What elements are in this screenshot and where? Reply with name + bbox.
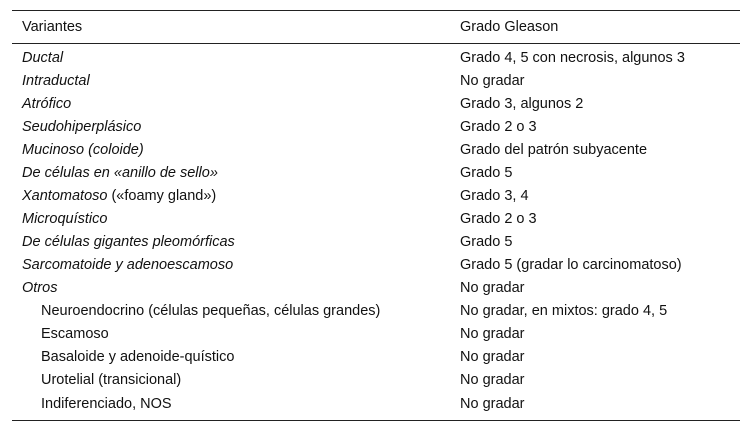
grade-cell: No gradar: [460, 279, 525, 296]
variant-cell: Indiferenciado, NOS: [41, 396, 172, 412]
gleason-variants-table: [12, 10, 740, 421]
table-row-subitem: [12, 345, 740, 368]
header-row: [12, 11, 740, 44]
table-row: [12, 115, 740, 138]
table-row: [12, 253, 740, 276]
table-row: [12, 276, 740, 299]
grade-cell: No gradar: [460, 396, 525, 412]
grade-cell: No gradar: [460, 371, 525, 388]
table-row: [12, 69, 740, 92]
variant-cell: Seudohiperplásico: [22, 118, 142, 135]
grade-cell: Grado del patrón subyacente: [460, 141, 648, 158]
variant-cell: Microquístico: [22, 210, 108, 227]
grade-cell: No gradar: [460, 72, 525, 89]
grade-cell: Grado 5: [460, 233, 513, 250]
variant-cell: Escamoso: [41, 325, 109, 342]
variant-cell: [12, 184, 450, 207]
table-row: [12, 138, 740, 161]
variant-cell: Otros: [22, 279, 58, 296]
table-row-subitem: [12, 368, 740, 391]
grade-cell: No gradar: [460, 348, 525, 365]
variant-cell: Intraductal: [22, 72, 90, 89]
gleason-variants-table-container: [12, 10, 740, 421]
table-row: [12, 161, 740, 184]
variant-cell: Sarcomatoide y adenoescamoso: [22, 256, 234, 273]
grade-cell: Grado 4, 5 con necrosis, algunos 3: [460, 49, 685, 66]
variant-cell: Basaloide y adenoide-quístico: [41, 348, 235, 365]
table-row: [12, 230, 740, 253]
grade-cell: Grado 3, algunos 2: [460, 95, 584, 112]
variant-cell: De células gigantes pleomórficas: [22, 233, 235, 250]
variant-cell: Urotelial (transicional): [41, 371, 182, 388]
header-grado-gleason: Grado Gleason: [460, 19, 559, 35]
grade-cell: No gradar: [460, 325, 525, 342]
table-row: [12, 207, 740, 230]
variant-cell: Ductal: [22, 49, 64, 66]
table-row: [12, 92, 740, 115]
variant-cell: Mucinoso (coloide): [22, 141, 144, 158]
table-row: [12, 184, 740, 207]
variant-italic-part: Xantomatoso: [22, 187, 108, 204]
table-body: [12, 44, 740, 421]
table-row-subitem: [12, 299, 740, 322]
variant-regular-part: («foamy gland»): [107, 187, 217, 204]
grade-cell: No gradar, en mixtos: grado 4, 5: [460, 302, 668, 319]
table-header: [12, 11, 740, 44]
grade-cell: Grado 3, 4: [460, 187, 529, 204]
grade-cell: Grado 5: [460, 164, 513, 181]
grade-cell: Grado 2 o 3: [460, 210, 537, 227]
grade-cell: Grado 2 o 3: [460, 118, 537, 135]
variant-cell: De células en «anillo de sello»: [22, 164, 218, 181]
variant-cell: Atrófico: [22, 95, 72, 112]
header-variantes: Variantes: [22, 19, 83, 35]
table-row-subitem: [12, 322, 740, 345]
variant-cell: Neuroendocrino (células pequeñas, células grandes): [41, 302, 381, 319]
table-row-subitem: [12, 391, 740, 421]
grade-cell: Grado 5 (gradar lo carcinomatoso): [460, 256, 682, 273]
table-row: [12, 44, 740, 70]
